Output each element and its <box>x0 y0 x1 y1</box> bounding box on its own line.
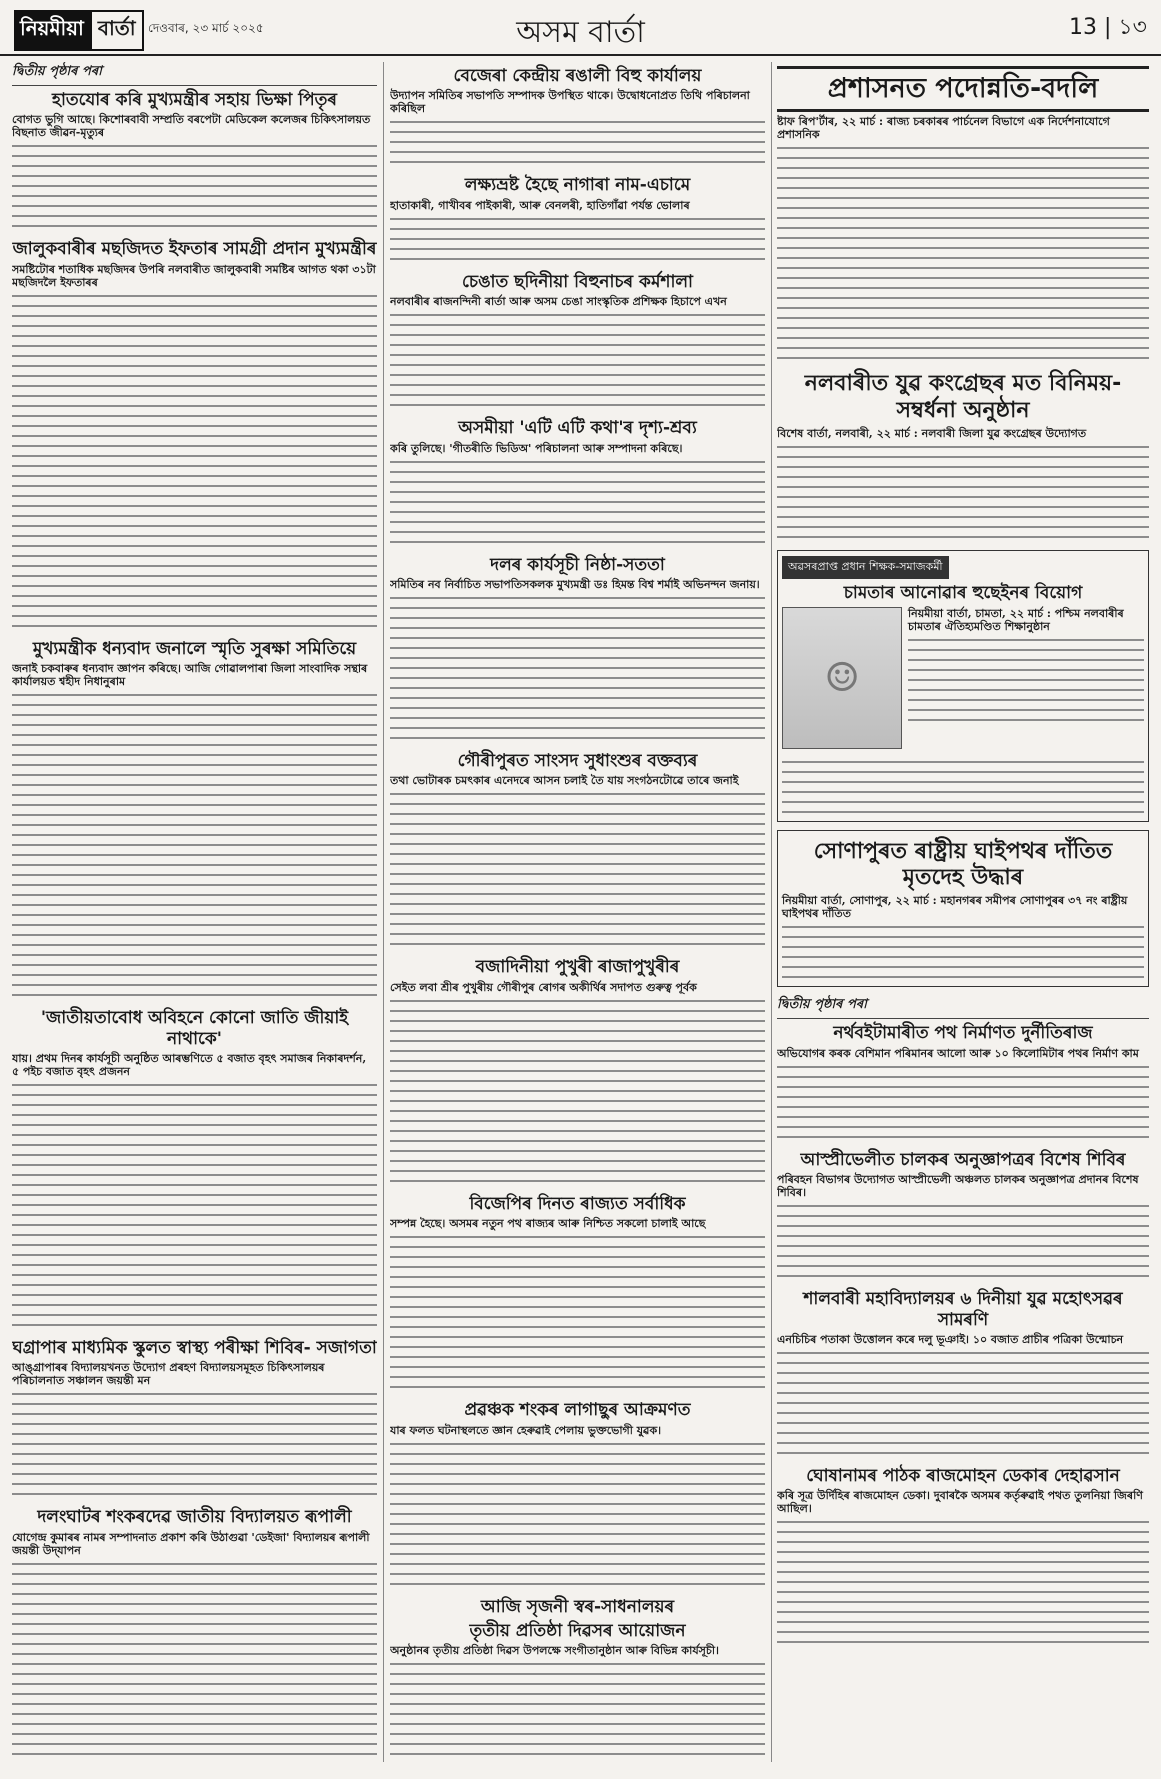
article-headline: জালুকবাৰীৰ মছজিদত ইফতাৰ সামগ্ৰী প্ৰদান মুখ্যমন্ত্ৰীৰ <box>12 239 377 260</box>
news-box <box>777 830 1149 988</box>
article-body <box>777 1062 1149 1142</box>
article-body <box>12 1389 377 1499</box>
article-body <box>390 310 765 410</box>
article-body <box>390 593 765 743</box>
article-body <box>12 141 377 231</box>
article-text: হাতাকাৰী, গাখীবৰ পাইকাৰী, আৰু বেনলৰী, হাতিগাঁৱা পৰ্যন্ত ভোলাৰ <box>390 198 690 212</box>
article-headline: প্ৰৱঞ্চক শংকৰ লাগাছুৰ আক্ৰমণত <box>464 1400 691 1421</box>
article-body <box>12 291 377 631</box>
article-text: পৰিবহন বিভাগৰ উদ্যোগত আস্প্ৰীভেলী অঞ্চলত চালকৰ অনুজ্ঞাপত্ৰ প্ৰদানৰ বিশেষ শিবিৰ। <box>777 1173 1139 1200</box>
article-body <box>12 1080 377 1330</box>
article-headline: আজি সৃজনী স্বৰ-সাধনালয়ৰ <box>480 1596 675 1617</box>
article-headline: লক্ষ্যভ্ৰষ্ট হৈছে নাগাৰা নাম-এচামে <box>464 175 691 196</box>
article-body <box>390 1659 765 1762</box>
article-text: যোগেন্দ্ৰ কুমাৰৰ নামৰ সম্পাদনাত প্ৰকাশ কৰি উঠাগুৱা 'ডেইজা' বিদ্যালয়ৰ ৰূপালী জয়ন্তী উদ্‌যাপন <box>12 1530 370 1557</box>
article-text: বোগত ভুগি আছে। কিশোৰবাবী সম্প্ৰতি বৰপেটা মেডিকেল কলেজৰ চিকিৎসালয়ত বিছনাত জীৱন-মৃত্যুৰ <box>12 113 371 140</box>
lead-headline: প্ৰশাসনত পদোন্নতি-বদলি <box>777 66 1149 112</box>
article-body <box>777 1517 1149 1647</box>
article-text: কৰি সূত্ৰ উৰ্দিহিৰ ৰাজমোহন ডেকা। দুবাৰকৈ অসমৰ কৰ্তৃৰুৱাই পথত তুলনিয়া জিৰণি আছিল। <box>777 1489 1143 1516</box>
article-headline: নৰ্থবইটামাৰীত পথ নিৰ্মাণত দুৰ্নীতিৰাজ <box>833 1023 1093 1044</box>
article-headline: শালবাৰী মহাবিদ্যালয়ৰ ৬ দিনীয়া যুৱ মহোৎসৱৰ সামৰণি <box>803 1289 1123 1330</box>
article-headline: বিজেপিৰ দিনত ৰাজ্যত সৰ্বাধিক <box>469 1193 686 1214</box>
article-headline: চেঙাত ছদিনীয়া বিহুনাচৰ কৰ্মশালা <box>462 271 693 292</box>
article-body <box>390 789 765 949</box>
article-headline: অসমীয়া 'এটি এটি কথা'ৰ দৃশ্য-শ্ৰব্য <box>458 418 697 439</box>
obituary-body <box>908 635 1144 725</box>
article-headline: দলৰ কাৰ্যসূচী নিষ্ঠা-সততা <box>490 554 665 575</box>
obituary-text: নিয়মীয়া বাৰ্তা, চামতা, ২২ মাৰ্চ : পশ্চিম নলবাৰীৰ চামতাৰ ঐতিহ্যমণ্ডিত শিক্ষানুষ্ঠান <box>908 606 1124 633</box>
column-left <box>12 62 377 1762</box>
continued-label: দ্বিতীয় পৃষ্ঠাৰ পৰা <box>12 62 377 86</box>
article-body <box>12 1559 377 1759</box>
article-headline: তৃতীয় প্ৰতিষ্ঠা দিৱসৰ আয়োজন <box>469 1620 686 1641</box>
article-text: বিশেষ বাৰ্তা, নলবাৰী, ২২ মাৰ্চ : নলবাৰী জিলা যুৱ কংগ্ৰেছৰ উদ্যোগত <box>777 427 1087 441</box>
article-text: সমষ্টিটোৰ শতাধিক মছজিদৰ উপৰি নলবাৰীত জালুকবাৰী সমষ্টিৰ আগত থকা ৩১টা মছজিদলৈ ইফতাৰৰ <box>12 262 376 289</box>
article-body <box>390 1232 765 1392</box>
column-right <box>777 62 1149 1762</box>
article-body <box>777 143 1149 363</box>
article-text: জনাই চকবাৰুৰ ধন্যবাদ জ্ঞাপন কৰিছে। আজি গোৱালপাৰা জিলা সাংবাদিক সন্থাৰ কাৰ্যালয়ত শ্বহীদ নিধানুৰাম <box>12 662 368 689</box>
article-body <box>777 1201 1149 1281</box>
article-body <box>390 214 765 264</box>
article-text: নিয়মীয়া বাৰ্তা, সোণাপুৰ, ২২ মাৰ্চ : মহানগৰৰ সমীপৰ সোণাপুৰৰ ৩৭ নং ৰাষ্ট্ৰীয় ঘাইপথৰ দাঁতিত <box>782 894 1128 921</box>
column-divider <box>771 62 772 1762</box>
article-headline: বজাদিনীয়া পুখুৰী ৰাজাপুখুৰীৰ <box>475 957 680 978</box>
article-text: যাৰ ফলত ঘটনাস্থলতে জ্ঞান হেৰুৱাই পেলায় ভুক্তভোগী যুৱক। <box>390 1423 662 1437</box>
article-headline: বেজেৰা কেন্দ্ৰীয় ৰঙালী বিহু কাৰ্যালয় <box>453 66 702 86</box>
article-text: অনুষ্ঠানৰ তৃতীয় প্ৰতিষ্ঠা দিৱস উপলক্ষে সংগীতানুষ্ঠান আৰু বিভিন্ন কাৰ্যসূচী। <box>390 1644 719 1658</box>
article-text: ষ্টাফ ৰিপ'ৰ্টাৰ, ২২ মাৰ্চ : ৰাজ্য চৰকাৰৰ পাৰ্চনেল বিভাগে এক নিৰ্দেশনাযোগে প্ৰশাসনিক <box>777 115 1110 142</box>
article-headline: গৌৰীপুৰত সাংসদ সুধাংশুৰ বক্তব্যৰ <box>457 750 698 771</box>
article-body <box>777 442 1149 542</box>
article-text: আঙ্গ্ৰাপাৰৰ বিদ্যালয়খনত উদ্যোগ প্ৰৰহণ বিদ্যালয়সমূহত চিকিৎসালয়ৰ পৰিচালনাত সঞ্চালন জয়ন্তী মন <box>12 1361 325 1388</box>
obituary-box <box>777 550 1149 821</box>
article-body <box>390 1439 765 1589</box>
portrait-photo: ☺ <box>782 607 902 749</box>
article-body <box>12 690 377 1000</box>
article-headline: মুখ্যমন্ত্ৰীক ধন্যবাদ জনালে স্মৃতি সুৰক্ষা সমিতিয়ে <box>32 638 357 659</box>
article-body <box>782 922 1144 982</box>
article-text: অভিযোগৰ কৰক বেশিমান পৰিমানৰ আলো আৰু ১০ কিলোমিটাৰ পথৰ নিৰ্মাণ কাম <box>777 1046 1139 1060</box>
logo-part-left: নিয়মীয়া <box>14 10 90 51</box>
article-text: কৰি তুলিছে। 'গীতৰীতি ভিডিঅ' পৰিচালনা আৰু সম্পাদনা কৰিছে। <box>390 441 683 455</box>
article-text: সমিতিৰ নব নিৰ্বাচিত সভাপতিসকলক মুখ্যমন্ত্ৰী ডঃ হিমন্ত বিশ্ব শৰ্মাই অভিনন্দন জনায়। <box>390 577 760 591</box>
article-headline: নলবাৰীত যুৱ কংগ্ৰেছৰ মত বিনিময়-সম্বৰ্ধনা অনুষ্ঠান <box>804 371 1122 423</box>
column-middle <box>390 62 765 1762</box>
page-number: 13 | ১৩ <box>1069 15 1147 40</box>
article-text: উদ্যাপন সমিতিৰ সভাপতি সম্পাদক উপস্থিত থাকে। উদ্বোধনোপ্ৰত তিথি পৰিচালনা কৰিছিল <box>390 89 750 116</box>
article-headline: ঘগ্ৰাপাৰ মাধ্যমিক স্কুলত স্বাস্থ্য পৰীক্ষা শিবিৰ- সজাগতা <box>12 1337 377 1358</box>
article-text: সম্পন্ন হৈছে। অসমৰ নতুন পথ ৰাজ্যৰ আৰু নিশ্চিত সকলো চালাই আছে <box>390 1217 706 1231</box>
column-divider <box>383 62 384 1762</box>
article-headline: ঘোষানামৰ পাঠক ৰাজমোহন ডেকাৰ দেহাৱসান <box>806 1465 1120 1486</box>
article-headline: দলংঘাটৰ শংকৰদেৱ জাতীয় বিদ্যালয়ত ৰূপালী <box>37 1507 352 1528</box>
article-text: এনচিচিৰ পতাকা উত্তোলন কৰে দলু ভূঞাই। ১০ বজাত প্ৰাচীৰ পত্ৰিকা উন্মোচন <box>777 1332 1124 1346</box>
article-body <box>390 117 765 167</box>
article-headline: আস্প্ৰীভেলীত চালকৰ অনুজ্ঞাপত্ৰৰ বিশেষ শিবিৰ <box>800 1149 1126 1170</box>
article-headline: হাতযোৰ কৰি মুখ্যমন্ত্ৰীৰ সহায় ভিক্ষা পিতৃৰ <box>52 90 337 110</box>
article-headline: 'জাতীয়তাবোধ অবিহনে কোনো জাতি জীয়াই নাথাকে' <box>40 1008 349 1049</box>
article-text: সেইত লবা শ্ৰীৰ পুখুৰীয় গৌৰীপুৰ ৰোগৰ অকীৰ্থিৰ সদাপত গুৰুত্ব পূৰ্বক <box>390 980 697 994</box>
continued-label: দ্বিতীয় পৃষ্ঠাৰ পৰা <box>777 995 1149 1019</box>
masthead <box>0 0 1161 56</box>
article-text: তথা ভোটাৰক চমৎকাৰ এনেদৰে আসন চলাই তৈ যায় সংগঠনটোৱে তাৰে জনাই <box>390 774 739 788</box>
article-text: নলবাৰীৰ ৰাজনন্দিনী ৰাৰ্তা আৰু অসম চেঙা সাংস্কৃতিক প্ৰশিক্ষক হিচাপে এখন <box>390 295 727 309</box>
article-headline: সোণাপুৰত ৰাষ্ট্ৰীয় ঘাইপথৰ দাঁতিত মৃতদেহ উদ্ধাৰ <box>813 838 1113 890</box>
article-text: যায়। প্ৰথম দিনৰ কাৰ্যসূচী অনুষ্ঠিত আৰম্ভণিতে ৫ বজাত বৃহৎ সমাজৰ নিকাৰদৰ্শন, ৫ পইচ বজাত বৃহৎ প্ৰজনন <box>12 1051 367 1078</box>
article-body <box>390 457 765 547</box>
section-title: অসম বাৰ্তা <box>516 15 645 50</box>
logo-part-right: বাৰ্তা <box>90 10 144 51</box>
article-body <box>390 996 765 1186</box>
obituary-tag: অৱসৰপ্ৰাপ্ত প্ৰধান শিক্ষক-সমাজকৰ্মী <box>782 556 949 579</box>
article-body <box>777 1348 1149 1458</box>
dateline: দেওবাৰ, ২৩ মাৰ্চ ২০২৫ <box>148 21 264 35</box>
obituary-headline: চামতাৰ আনোৱাৰ হুছেইনৰ বিয়োগ <box>843 583 1083 604</box>
obituary-body <box>782 757 1144 817</box>
